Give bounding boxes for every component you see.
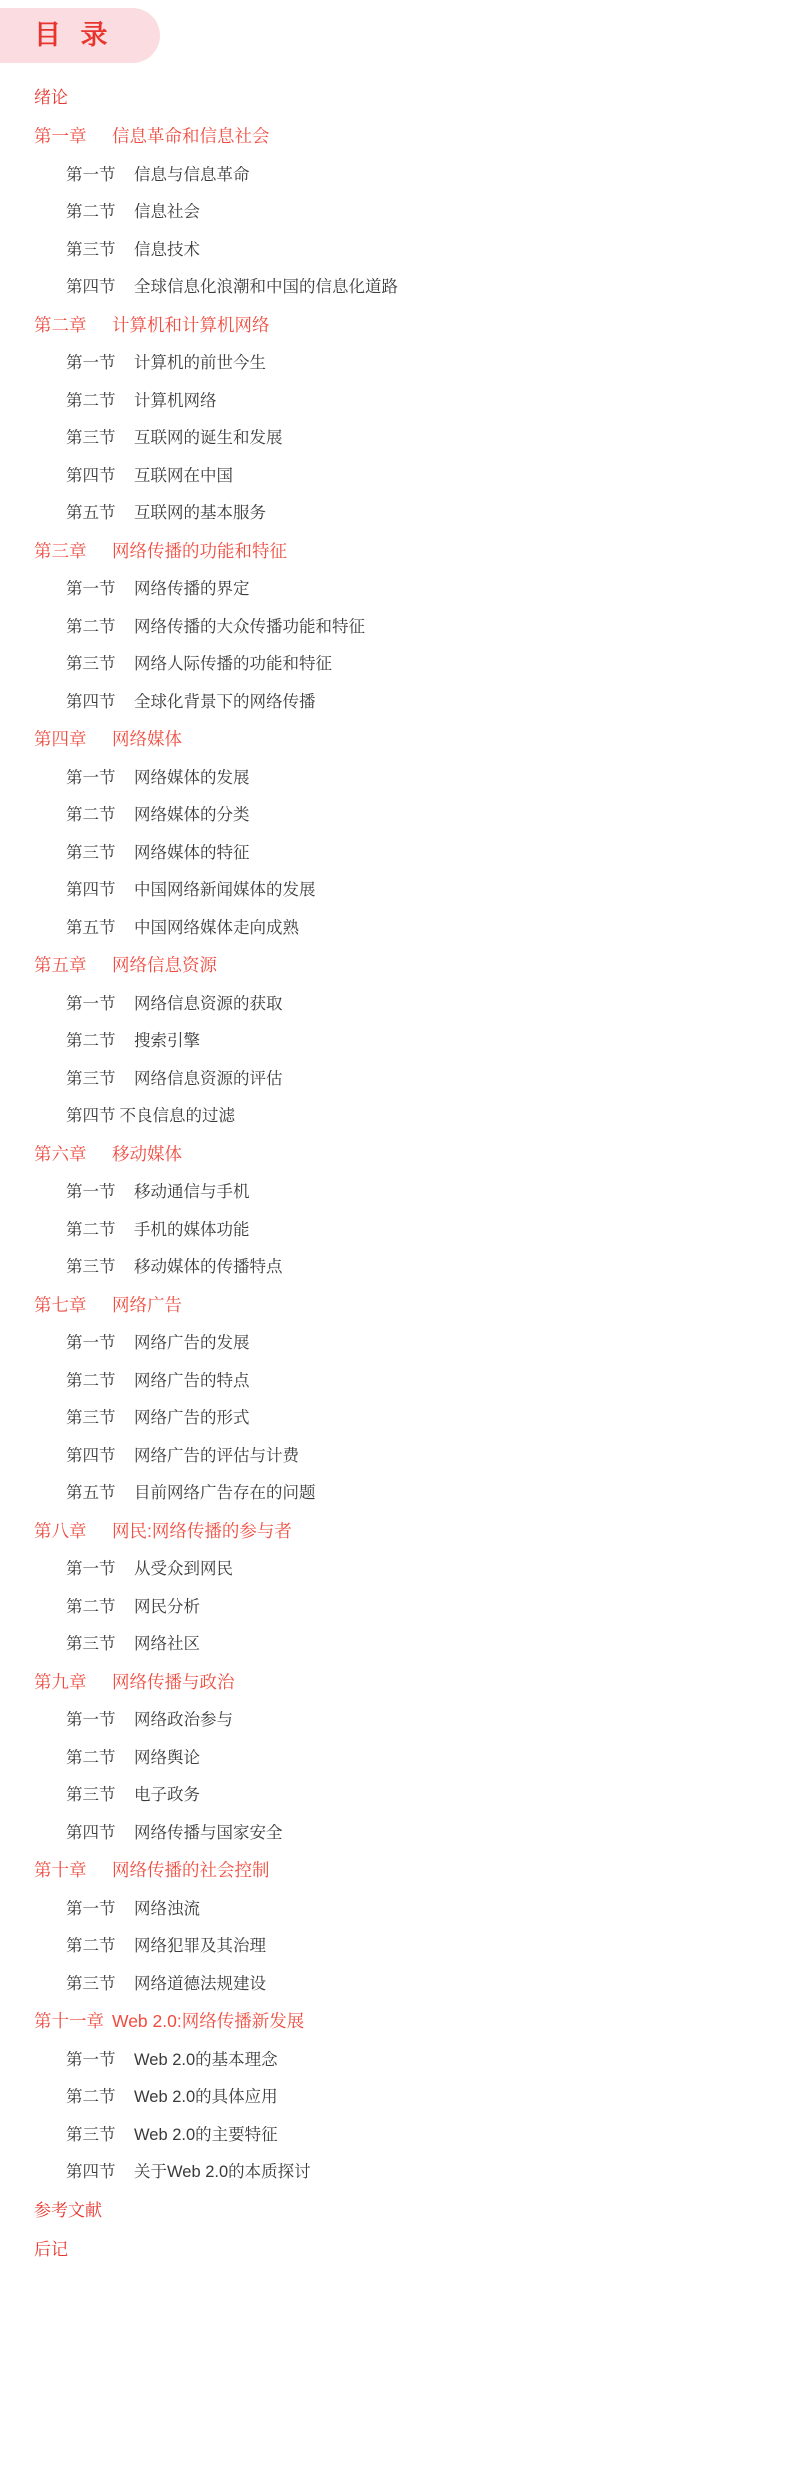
toc-entry-label: 中国网络媒体走向成熟 bbox=[134, 918, 299, 937]
toc-entry-label: 全球信息化浪潮和中国的信息化道路 bbox=[134, 278, 398, 296]
toc-entry-label: 网络广告的特点 bbox=[134, 1371, 250, 1390]
toc-entry-label: 网络政治参与 bbox=[134, 1711, 233, 1729]
toc-entry-number: 第一节 bbox=[66, 2050, 116, 2069]
toc-entry-number: 第一章 bbox=[34, 126, 87, 146]
toc-entry-number: 第六章 bbox=[34, 1143, 87, 1164]
toc-entry-label: 网络舆论 bbox=[134, 1748, 200, 1767]
toc-section-39[interactable] bbox=[0, 1561, 790, 1578]
toc-chapter-1[interactable] bbox=[0, 128, 790, 146]
toc-entry-label: 信息革命和信息社会 bbox=[112, 126, 270, 146]
toc-entry-label: 计算机和计算机网络 bbox=[112, 314, 270, 335]
toc-section-13[interactable] bbox=[0, 581, 790, 598]
toc-entry-label: 手机的媒体功能 bbox=[134, 1220, 250, 1239]
toc-entry-number: 第二节 bbox=[66, 1597, 116, 1616]
toc-entry-label: 网络传播与政治 bbox=[112, 1671, 235, 1692]
toc-entry-number: 第二节 bbox=[66, 617, 116, 636]
toc-chapter-28[interactable] bbox=[0, 1143, 790, 1164]
toc-section-44[interactable] bbox=[0, 1750, 790, 1767]
toc-entry-number: 第十一章 bbox=[34, 2011, 104, 2031]
toc-entry-number: 第三节 bbox=[66, 1786, 116, 1804]
toc-entry-number: 第二节 bbox=[66, 806, 116, 824]
toc-entry-number: 第三节 bbox=[66, 429, 116, 447]
toc-section-24[interactable] bbox=[0, 996, 790, 1013]
toc-section-35[interactable] bbox=[0, 1410, 790, 1427]
toc-entry-label: 网络犯罪及其治理 bbox=[134, 1937, 266, 1955]
toc-entry-number: 第五章 bbox=[34, 955, 87, 975]
toc-entry-number: 第五节 bbox=[66, 918, 116, 937]
toc-section-43[interactable] bbox=[0, 1712, 790, 1729]
toc-entry-number: 第三节 bbox=[66, 1069, 116, 1088]
toc-entry-label: Web 2.0的基本理念 bbox=[134, 2050, 278, 2069]
toc-entry-number: 第一节 bbox=[66, 354, 116, 372]
toc-entry-label: 网络传播的大众传播功能和特征 bbox=[134, 617, 365, 636]
toc-entry-label: 网络广告 bbox=[112, 1294, 182, 1315]
toc-entry-label: 网络媒体的特征 bbox=[134, 843, 250, 862]
toc-entry-number: 第三章 bbox=[34, 540, 87, 561]
toc-entry-label: 网络传播的界定 bbox=[134, 580, 250, 598]
toc-section-46[interactable] bbox=[0, 1825, 790, 1842]
toc-entry-label: 信息社会 bbox=[134, 203, 200, 221]
toc-front-matter-0[interactable] bbox=[0, 89, 790, 106]
toc-entry-label: Web 2.0的具体应用 bbox=[134, 2088, 278, 2106]
toc-entry-number: 第三节 bbox=[66, 655, 116, 673]
toc-section-14[interactable] bbox=[0, 619, 790, 636]
toc-entry-number: 第二节 bbox=[66, 1220, 116, 1239]
toc-chapter-38[interactable] bbox=[0, 1520, 790, 1541]
toc-section-8[interactable] bbox=[0, 393, 790, 410]
toc-section-41[interactable] bbox=[0, 1636, 790, 1653]
toc-section-25[interactable] bbox=[0, 1033, 790, 1050]
toc-section-10[interactable] bbox=[0, 468, 790, 485]
toc-chapter-42[interactable] bbox=[0, 1671, 790, 1692]
toc-entry-label: 互联网的基本服务 bbox=[134, 504, 266, 522]
toc-entry-number: 第二节 bbox=[66, 391, 116, 410]
toc-entry-number: 第三节 bbox=[66, 1635, 116, 1653]
toc-entry-number: 第一节 bbox=[66, 1711, 116, 1729]
toc-entry-number: 第二节 bbox=[66, 203, 116, 221]
toc-entry-number: 第五节 bbox=[66, 1484, 116, 1502]
toc-section-55[interactable] bbox=[0, 2164, 790, 2181]
page-title: 目 录 bbox=[0, 8, 160, 63]
toc-entry-label: 搜索引擎 bbox=[134, 1032, 200, 1050]
toc-entry-number: 第一节 bbox=[66, 1560, 116, 1578]
toc-entry-number: 第四节 bbox=[66, 2163, 116, 2181]
toc-section-11[interactable] bbox=[0, 505, 790, 522]
toc-entry-number: 第四节 bbox=[66, 1446, 116, 1465]
toc-entry-number: 第九章 bbox=[34, 1671, 87, 1692]
toc-chapter-51[interactable] bbox=[0, 2013, 790, 2031]
toc-section-37[interactable] bbox=[0, 1485, 790, 1502]
toc-back-matter-57[interactable] bbox=[0, 2241, 790, 2258]
toc-entry-label: 信息技术 bbox=[134, 240, 200, 259]
toc-section-18[interactable] bbox=[0, 770, 790, 787]
toc-section-27[interactable] bbox=[0, 1108, 790, 1125]
toc-entry-label: 互联网在中国 bbox=[134, 466, 233, 485]
toc-entry-number: 第一节 bbox=[66, 994, 116, 1013]
toc-entry-label: 网民分析 bbox=[134, 1597, 200, 1616]
toc-chapter-6[interactable] bbox=[0, 314, 790, 335]
toc-entry-number: 第三节 bbox=[66, 1974, 116, 1993]
toc-section-33[interactable] bbox=[0, 1335, 790, 1352]
toc-entry-number: 第一节 bbox=[66, 1183, 116, 1201]
toc-entry-number: 第二章 bbox=[34, 314, 87, 335]
toc-entry-number: 第四章 bbox=[34, 729, 87, 749]
toc-entry-label: 网络广告的形式 bbox=[134, 1409, 250, 1427]
toc-entry-label: 中国网络新闻媒体的发展 bbox=[134, 881, 316, 899]
toc-chapter-32[interactable] bbox=[0, 1294, 790, 1315]
toc-entry-label: 后记 bbox=[34, 2239, 68, 2259]
toc-entry-number: 第三节 bbox=[66, 1409, 116, 1427]
toc-section-21[interactable] bbox=[0, 882, 790, 899]
toc-entry-number: 第四节 bbox=[66, 692, 116, 711]
toc-entry-label: Web 2.0的主要特征 bbox=[134, 2125, 278, 2144]
toc-chapter-47[interactable] bbox=[0, 1862, 790, 1880]
toc-chapter-12[interactable] bbox=[0, 540, 790, 561]
toc-section-15[interactable] bbox=[0, 656, 790, 673]
toc-entry-number: 第一节 bbox=[66, 580, 116, 598]
toc-entry-number: 第二节 bbox=[66, 1032, 116, 1050]
toc-section-54[interactable] bbox=[0, 2127, 790, 2144]
toc-section-40[interactable] bbox=[0, 1599, 790, 1616]
toc-section-16[interactable] bbox=[0, 694, 790, 711]
toc-section-4[interactable] bbox=[0, 242, 790, 259]
toc-entry-number: 第一节 bbox=[66, 1899, 116, 1918]
toc-entry-label: 网络人际传播的功能和特征 bbox=[134, 655, 332, 673]
toc-entry-number: 第四节 bbox=[66, 1823, 116, 1842]
toc-entry-number: 第八章 bbox=[34, 1520, 87, 1541]
toc-entry-label: 网络广告的发展 bbox=[134, 1334, 250, 1352]
toc-list bbox=[0, 89, 790, 2320]
toc-section-5[interactable] bbox=[0, 279, 790, 296]
toc-entry-label: 参考文献 bbox=[34, 2200, 102, 2220]
toc-entry-label: 计算机的前世今生 bbox=[134, 354, 266, 372]
toc-entry-label: 信息与信息革命 bbox=[134, 165, 250, 184]
toc-entry-number: 第三节 bbox=[66, 843, 116, 862]
toc-entry-label: 网民:网络传播的参与者 bbox=[112, 1520, 292, 1541]
toc-entry-label: 从受众到网民 bbox=[134, 1560, 233, 1578]
toc-entry-label: 网络媒体 bbox=[112, 729, 182, 749]
toc-entry-label: 网络信息资源的评估 bbox=[134, 1069, 283, 1088]
toc-entry-number: 第五节 bbox=[66, 504, 116, 522]
toc-section-34[interactable] bbox=[0, 1373, 790, 1390]
toc-section-50[interactable] bbox=[0, 1976, 790, 1993]
toc-section-30[interactable] bbox=[0, 1222, 790, 1239]
toc-section-31[interactable] bbox=[0, 1259, 790, 1276]
toc-section-20[interactable] bbox=[0, 845, 790, 862]
toc-entry-number: 第二节 bbox=[66, 1371, 116, 1390]
toc-section-26[interactable] bbox=[0, 1071, 790, 1088]
toc-entry-label: Web 2.0:网络传播新发展 bbox=[112, 2011, 305, 2031]
toc-entry-number: 第四节 bbox=[66, 466, 116, 485]
toc-entry-label: 移动媒体的传播特点 bbox=[134, 1258, 283, 1276]
toc-section-36[interactable] bbox=[0, 1448, 790, 1465]
toc-entry-label: 电子政务 bbox=[134, 1786, 200, 1804]
toc-entry-label: 移动媒体 bbox=[112, 1143, 182, 1164]
toc-entry-label: 网络广告的评估与计费 bbox=[134, 1446, 299, 1465]
toc-entry-number: 第三节 bbox=[66, 240, 116, 259]
toc-section-49[interactable] bbox=[0, 1938, 790, 1955]
toc-entry-label: 不良信息的过滤 bbox=[119, 1107, 235, 1125]
toc-entry-label: 网络传播与国家安全 bbox=[134, 1823, 283, 1842]
toc-entry-number: 第三节 bbox=[66, 1258, 116, 1276]
toc-chapter-17[interactable] bbox=[0, 731, 790, 749]
toc-section-29[interactable] bbox=[0, 1184, 790, 1201]
toc-entry-label: 网络浊流 bbox=[134, 1899, 200, 1918]
toc-entry-number: 第四节 bbox=[66, 881, 116, 899]
toc-section-45[interactable] bbox=[0, 1787, 790, 1804]
toc-back-matter-56[interactable] bbox=[0, 2202, 790, 2219]
toc-entry-number: 第一节 bbox=[66, 165, 116, 184]
toc-entry-label: 关于Web 2.0的本质探讨 bbox=[134, 2163, 311, 2181]
toc-entry-label: 互联网的诞生和发展 bbox=[134, 429, 283, 447]
toc-entry-label: 移动通信与手机 bbox=[134, 1183, 250, 1201]
toc-chapter-23[interactable] bbox=[0, 957, 790, 975]
toc-section-3[interactable] bbox=[0, 204, 790, 221]
toc-entry-number: 第二节 bbox=[66, 2088, 116, 2106]
toc-entry-label: 网络传播的功能和特征 bbox=[112, 540, 287, 561]
toc-section-2[interactable] bbox=[0, 167, 790, 184]
toc-entry-number: 第一节 bbox=[66, 1334, 116, 1352]
toc-section-7[interactable] bbox=[0, 355, 790, 372]
toc-entry-label: 全球化背景下的网络传播 bbox=[134, 692, 316, 711]
toc-section-48[interactable] bbox=[0, 1901, 790, 1918]
toc-section-19[interactable] bbox=[0, 807, 790, 824]
toc-entry-number: 第二节 bbox=[66, 1748, 116, 1767]
toc-entry-number: 第一节 bbox=[66, 768, 116, 787]
toc-entry-number: 第三节 bbox=[66, 2125, 116, 2144]
toc-entry-label: 目前网络广告存在的问题 bbox=[134, 1484, 316, 1502]
toc-entry-number: 第十章 bbox=[34, 1860, 87, 1880]
toc-entry-label: 计算机网络 bbox=[134, 391, 217, 410]
toc-entry-number: 第四节 bbox=[66, 278, 116, 296]
toc-entry-number: 第七章 bbox=[34, 1294, 87, 1315]
toc-entry-label: 网络传播的社会控制 bbox=[112, 1860, 270, 1880]
toc-entry-label: 绪论 bbox=[34, 88, 68, 107]
toc-entry-label: 网络信息资源 bbox=[112, 955, 217, 975]
toc-entry-label: 网络道德法规建设 bbox=[134, 1974, 266, 1993]
toc-section-9[interactable] bbox=[0, 430, 790, 447]
toc-entry-number: 第二节 bbox=[66, 1937, 116, 1955]
toc-entry-label: 网络媒体的分类 bbox=[134, 806, 250, 824]
toc-entry-number: 第四节 bbox=[66, 1107, 116, 1125]
toc-entry-label: 网络媒体的发展 bbox=[134, 768, 250, 787]
toc-entry-label: 网络信息资源的获取 bbox=[134, 994, 283, 1013]
toc-section-53[interactable] bbox=[0, 2089, 790, 2106]
toc-entry-label: 网络社区 bbox=[134, 1635, 200, 1653]
toc-section-22[interactable] bbox=[0, 920, 790, 937]
toc-section-52[interactable] bbox=[0, 2052, 790, 2069]
